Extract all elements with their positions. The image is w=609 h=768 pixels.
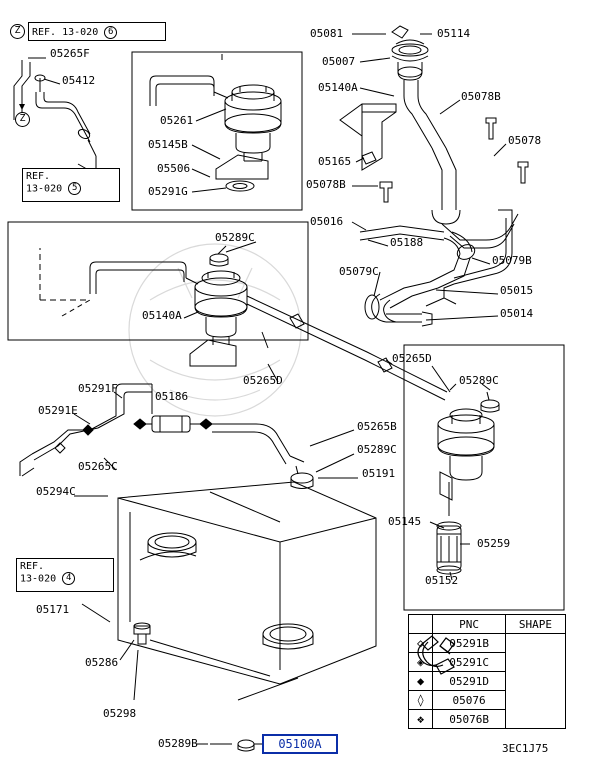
ref-top-circle: 6 [104,26,117,39]
part-label-05294C: 05294C [36,485,76,498]
ref-block-top [28,22,166,41]
part-label-05261: 05261 [160,114,194,127]
clamp-shape-icon [408,614,464,698]
part-label-05506: 05506 [157,162,191,175]
legend-symbol-0: ◇ [409,634,433,653]
legend-pnc-3: 05076 [433,691,506,710]
part-label-05289C-mid: 05289C [215,231,255,244]
part-label-05265D-right: 05265D [392,352,432,365]
part-label-05291E: 05291E [38,404,78,417]
part-label-05014: 05014 [500,307,534,320]
legend-symbol-1: ◈ [409,653,433,672]
legend-pnc-1: 05291C [433,653,506,672]
part-label-05145: 05145 [388,515,422,528]
ref-block-4 [16,558,114,592]
part-label-05016: 05016 [310,215,344,228]
part-label-05078B-lower: 05078B [306,178,346,191]
ref-5-circle: 5 [68,182,81,195]
z-badge-lower: Z [15,112,30,127]
part-label-05265F: 05265F [50,47,90,60]
legend-symbol-4: ❖ [409,710,433,729]
part-label-05078: 05078 [508,134,542,147]
part-label-05145B: 05145B [148,138,188,151]
legend-pnc-4: 05076B [433,710,506,729]
part-label-05015: 05015 [500,284,534,297]
part-label-05291G: 05291G [148,185,188,198]
drawing-code: 3EC1J75 [502,742,549,755]
ref-4-circle: 4 [62,572,75,585]
part-label-05171: 05171 [36,603,70,616]
ref-4-line1: REF. [20,561,45,572]
part-label-05114: 05114 [437,27,471,40]
part-label-05259: 05259 [477,537,511,550]
part-label-05289B: 05289B [158,737,198,750]
part-label-05081: 05081 [310,27,344,40]
part-label-05140A-top: 05140A [318,81,358,94]
part-label-05186: 05186 [155,390,189,403]
legend-shape-cell [505,634,565,729]
part-label-05265B: 05265B [357,420,397,433]
legend-symbol-2: ◆ [409,672,433,691]
part-label-05165: 05165 [318,155,352,168]
legend-symbol-3: ◊ [409,691,433,710]
part-label-05289C-right: 05289C [459,374,499,387]
part-label-05265C: 05265C [78,460,118,473]
part-label-05152: 05152 [425,574,459,587]
part-label-05140A-mid: 05140A [142,309,182,322]
part-label-05191: 05191 [362,467,396,480]
legend-header-shape: SHAPE [505,615,565,634]
part-label-05078B-upper: 05078B [461,90,501,103]
legend-header-pnc: PNC [433,615,506,634]
part-label-05265D-left: 05265D [243,374,283,387]
z-badge-top: Z [10,24,25,39]
part-label-05289C-bottom: 05289C [357,443,397,456]
ref-block-5 [22,168,120,202]
legend-pnc-0: 05291B [433,634,506,653]
part-label-05079C: 05079C [339,265,379,278]
legend-pnc-2: 05291D [433,672,506,691]
ref-5-line1: REF. [26,171,51,182]
part-label-05298: 05298 [103,707,137,720]
legend-table [408,614,566,724]
ref-top-text: REF. 13-020 [32,27,99,38]
part-label-05291F: 05291F [78,382,118,395]
part-label-05007: 05007 [322,55,356,68]
part-label-05286: 05286 [85,656,119,669]
part-label-05079B: 05079B [492,254,532,267]
ref-4-line2: 13-020 [20,573,57,585]
ref-5-line2: 13-020 [26,183,63,195]
part-label-05412: 05412 [62,74,96,87]
main-part-callout[interactable]: 05100A [262,734,338,754]
part-label-05188: 05188 [390,236,424,249]
